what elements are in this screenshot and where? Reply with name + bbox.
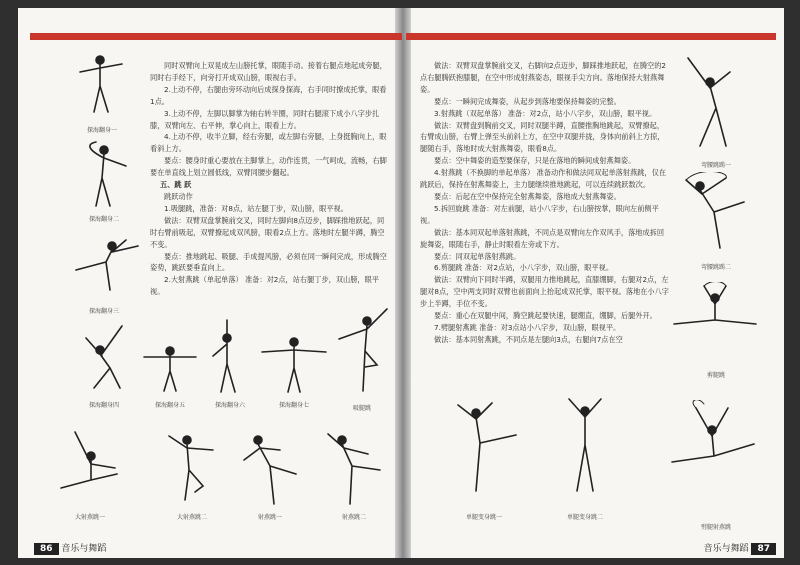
- footer-title: 音乐与舞蹈: [61, 544, 107, 554]
- dancer-figure: [335, 305, 395, 395]
- paragraph: 做法：基本同双起单落射燕跳，不同点是双臂向左作双风手，落地成拆回旋舞姿，眼随右手，静止时眼看左旁或下方。: [420, 227, 665, 249]
- paragraph: 做法：双臂向下同时半蹲，双腿用力推地跳起，直膝绷脚，右腿对2点，左腿对8点，空中两支同时双臂也前面向上抬起成双托掌，眼平视。落地在小八字步上半蹲，手位不变。: [420, 275, 669, 309]
- dancer-figure: [78, 52, 128, 116]
- figure-caption: 探海翻身三: [88, 308, 119, 315]
- paragraph: 2.大射燕跳（单起单落） 准备：对2点，站右腿丁步，双山膀，眼平视。: [150, 275, 379, 297]
- paragraph: 做法：基本同射燕跳，不同点是左腿向3点，右腿向7点在空: [434, 334, 623, 344]
- paragraph: 做法：双臂双盘掌腕前交叉，同时左脚向8点迈步，脚踩推地跃起，同时右臂前吸起，双臂撩起成双风膀，眼看2点上方。落地时左腿半蹲，腾空不变。: [150, 215, 385, 249]
- paragraph: 要点：推地跳起、吸腿、手成提风膀，必须在同一瞬间完成，形成腾空姿势，跳跃要垂直向上。: [150, 251, 387, 273]
- dancer-figure: [555, 395, 615, 495]
- right-body-text: [420, 60, 670, 346]
- figure-caption: 探海翻身六: [214, 402, 245, 409]
- paragraph: 7.劈腿射燕跳 准备：对3点站小八字步，双山膀，眼视平。: [434, 322, 621, 332]
- figure-caption: 弯腰跳踢一: [700, 162, 731, 169]
- dancer-figure: [670, 282, 760, 342]
- dancer-figure: [140, 335, 200, 393]
- paragraph: 要点：重心在双腿中间，腾空跳起要快速，腿绷直，绷脚，后腿外开。: [434, 311, 657, 321]
- figure-caption: 剪腿跳: [706, 372, 725, 379]
- dancer-figure: [668, 400, 758, 500]
- dancer-figure: [258, 330, 330, 394]
- figure-caption: 探海翻身四: [88, 402, 119, 409]
- figure-caption: 单腿变身跳一: [465, 514, 502, 521]
- paragraph: 1.吸腿跳，准备：对8点，站左腿丁步，双山膀，眼平视。: [164, 203, 348, 213]
- dancer-figure: [322, 430, 384, 508]
- paragraph: 4.上动不停，收半立脚，经右旁腿，或左脚右旁腿，上身挺胸向上，眼看斜上方。: [150, 132, 387, 154]
- dancer-figure: [680, 172, 750, 252]
- page-number: 87: [751, 543, 776, 555]
- paragraph: 4.射燕跳（不换脚的单起单落） 准备动作和做法同双起单落射燕跳，仅在跳跃后，保持在射燕舞姿上，主力腿继续推地跳起，可以连续跳跃数次。: [420, 168, 666, 190]
- section-heading: 五、跳 跃: [160, 180, 192, 190]
- dancer-figure: [80, 322, 135, 392]
- figure-caption: 大射燕跳二: [176, 514, 207, 521]
- left-header-bar: [30, 33, 402, 40]
- figure-caption: 吸腿跳: [352, 405, 371, 412]
- paragraph: 5.拆回旋跳 准备：对左前腿，站小八字步，右山膀按掌，眼向左前侧平视。: [420, 203, 659, 225]
- figure-caption: 单腿变身跳二: [566, 514, 603, 521]
- paragraph: 做法：双臂盘到胸前交叉，同时双腿半蹲，直腰推胸地跳起，双臂撩起，右臂成山膀，右臂上弹至头前斜上方，在空中双腿并拢，身体向前斜上方掠，腿随右手，落地时成大射燕舞姿，眼看8点。: [420, 120, 665, 154]
- figure-caption: 劈腿射燕跳: [700, 524, 731, 531]
- dancer-figure: [55, 428, 125, 508]
- dancer-figure: [205, 318, 250, 394]
- paragraph: 要点：同双起单落射燕跳。: [434, 251, 521, 261]
- paragraph: 要点：一瞬间完成舞姿，从起步到落地要保持舞姿的完整。: [434, 96, 621, 106]
- figure-caption: 探海翻身五: [154, 402, 185, 409]
- dancer-figure: [452, 395, 522, 495]
- paragraph: 3.上动不停，左脚以脚掌为轴右转半圈，同时右腿滚下成小八字步扎膝，双臂向左、右平伸，掌心向上，眼看上方。: [150, 108, 380, 130]
- figure-caption: 探海翻身七: [278, 402, 309, 409]
- right-footer: [704, 541, 776, 555]
- paragraph: 做法：双臂双盘掌腕前交叉，右脚向2点迈步，脚踩推地跃起，在腾空的2点右腿腾跃抱膝腿，在空中形成射燕姿态，眼视手尖方向。落地保持大射燕舞姿。: [420, 61, 666, 94]
- dancer-figure: [165, 430, 220, 508]
- book-gutter: [395, 8, 411, 558]
- paragraph: 6.剪腿跳 准备：对2点站，小八字步，双山膀，眼平视。: [434, 263, 614, 273]
- paragraph: 2.上动不停，右腿由旁环动向后成探身探海，右手同时撩成托掌，眼看1点。: [150, 84, 387, 106]
- figure-caption: 探海翻身一: [86, 127, 117, 134]
- right-header-bar: [406, 33, 776, 40]
- figure-caption: 探海翻身二: [88, 216, 119, 223]
- dancer-figure: [680, 52, 750, 152]
- dancer-figure: [78, 140, 133, 210]
- paragraph: 要点：空中舞姿的造型要保存，只是在落地的瞬间成射燕舞姿。: [434, 156, 636, 166]
- subsection-heading: 跳跃动作: [164, 191, 193, 201]
- left-body-text: [150, 60, 390, 298]
- figure-caption: 弯腰跳踢二: [700, 264, 731, 271]
- figure-caption: 射燕跳二: [341, 514, 366, 521]
- paragraph: 同时双臂向上双晃成左山膀托掌，眼随手动。接着右腿点地起成旁腿，同时右手经下，向旁打开成双山膀，眼视右手。: [150, 61, 387, 82]
- figure-caption: 大射燕跳一: [74, 514, 105, 521]
- dancer-figure: [240, 430, 300, 508]
- paragraph: 要点：腰身时重心要放在主脚掌上，动作连贯，一气呵成，流畅，右脚要在单直线上划立圆低线，双臂同腰步翻起。: [150, 156, 387, 178]
- paragraph: 3.射燕跳（双起单落） 准备：对2点，站小八字步，双山膀，眼平视。: [434, 108, 657, 118]
- left-footer: [34, 541, 106, 555]
- paragraph: 要点：后起在空中保持完全射燕舞姿，落地成大射燕舞姿。: [434, 191, 621, 201]
- figure-caption: 射燕跳一: [257, 514, 282, 521]
- footer-title: 音乐与舞蹈: [703, 544, 749, 554]
- page-number: 86: [34, 543, 59, 555]
- dancer-figure: [68, 232, 148, 292]
